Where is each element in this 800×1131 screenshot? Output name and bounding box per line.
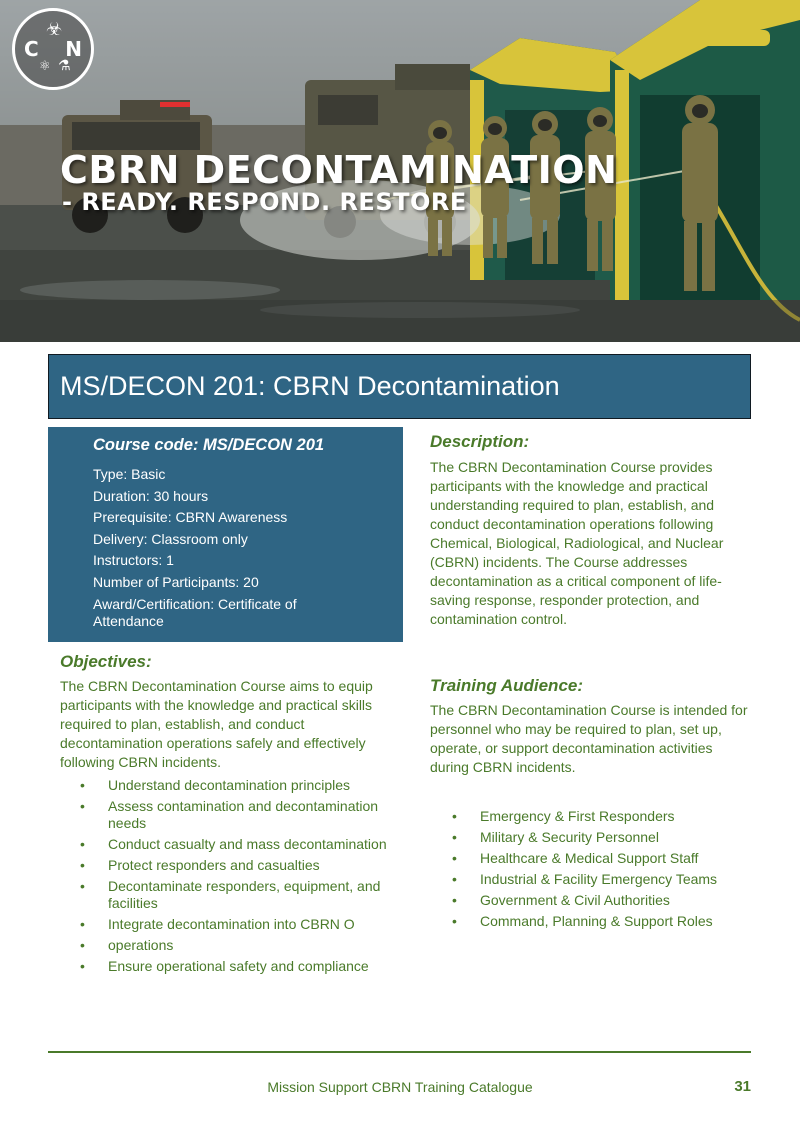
course-info-box <box>48 427 403 642</box>
info-prerequisite: Prerequisite: CBRN Awareness <box>93 509 288 525</box>
info-delivery: Delivery: Classroom only <box>93 530 248 547</box>
list-item: • Integrate decontamination into CBRN O <box>80 916 400 933</box>
list-item: • Assess contamination and decontamination needs <box>80 798 400 832</box>
course-title: MS/DECON 201: CBRN Decontamination <box>60 371 560 401</box>
logo-letter-c: C <box>24 37 39 61</box>
info-award: Award/Certification: Certificate of <box>93 596 297 612</box>
page-number: 31 <box>734 1078 751 1095</box>
list-item: • Command, Planning & Support Roles <box>452 913 752 930</box>
info-participants: Number of Participants: 20 <box>93 573 259 590</box>
audience-heading: Training Audience: <box>430 676 584 695</box>
objectives-heading: Objectives: <box>60 652 152 671</box>
course-title-banner <box>48 354 751 419</box>
list-item: • Protect responders and casualties <box>80 857 400 874</box>
hero-title: CBRN DECONTAMINATION <box>60 148 618 192</box>
list-item: • Emergency & First Responders <box>452 808 752 825</box>
hero-image <box>0 0 800 342</box>
info-instructors: Instructors: 1 <box>93 552 174 568</box>
description-text: The CBRN Decontamination Course provides participants with the knowledge and practical understanding required to plan, establish, and conduct decontamination operations following Chemical, Biological, Radiological, and Nuclear (CBRN) incidents. The Course addresses decontamination as a critical component of life-saving response, responder protection, and contamination control. <box>430 459 724 627</box>
objectives-list <box>80 777 400 975</box>
objectives-text: The CBRN Decontamination Course aims to equip participants with the knowledge and practical skills required to plan, establish, and conduct decontamination operations safely and effectively following CBRN incidents. <box>60 678 373 770</box>
footer-title: Mission Support CBRN Training Catalogue <box>267 1079 533 1095</box>
flask-icon: ⚗ <box>58 58 71 74</box>
cbrn-logo <box>12 8 94 90</box>
description-heading: Description: <box>430 432 530 451</box>
list-item: • operations <box>80 937 400 954</box>
atom-icon: ⚛ <box>39 59 51 74</box>
list-item: • Conduct casualty and mass decontamination <box>80 836 400 853</box>
audience-text: The CBRN Decontamination Course is intended for personnel who may be required to plan, set up, operate, or support decontamination activities during CBRN incidents. <box>430 702 748 775</box>
info-type: Type: Basic <box>93 466 166 482</box>
footer-divider <box>48 1051 751 1053</box>
list-item: • Decontaminate responders, equipment, and facilities <box>80 878 400 912</box>
biohazard-icon: ☣ <box>46 19 63 40</box>
info-award-cont: Attendance <box>93 613 164 629</box>
list-item: • Industrial & Facility Emergency Teams <box>452 871 752 888</box>
audience-list <box>452 808 752 930</box>
list-item: • Government & Civil Authorities <box>452 892 752 909</box>
hero-subtitle: - READY. RESPOND. RESTORE <box>62 188 467 216</box>
course-code: Course code: MS/DECON 201 <box>93 436 325 454</box>
list-item: • Healthcare & Medical Support Staff <box>452 850 752 867</box>
logo-letter-n: N <box>65 37 82 61</box>
list-item: • Understand decontamination principles <box>80 777 400 794</box>
list-item: • Military & Security Personnel <box>452 829 752 846</box>
info-duration: Duration: 30 hours <box>93 487 209 504</box>
list-item: • Ensure operational safety and compliance <box>80 958 400 975</box>
